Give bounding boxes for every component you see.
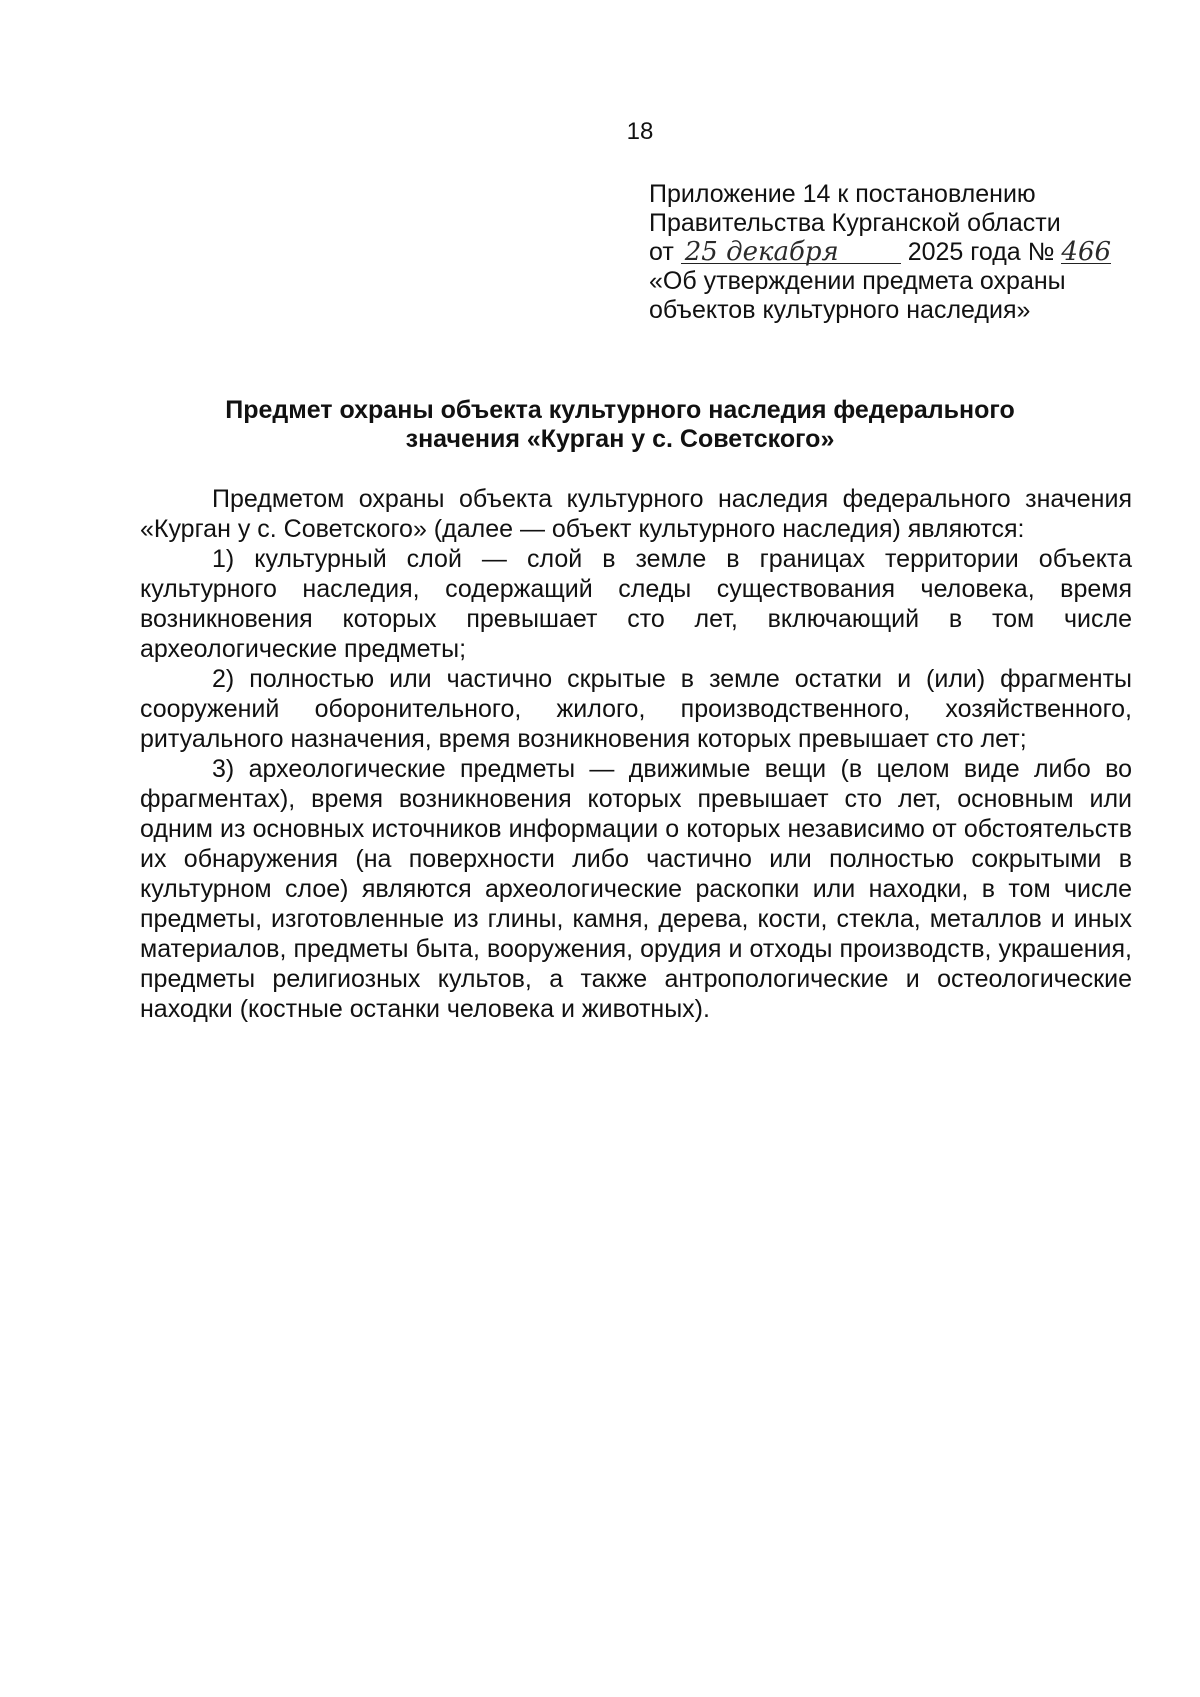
appendix-line-2: Правительства Курганской области bbox=[649, 209, 1061, 237]
body-item-3: 3) археологические предметы — движимые вещи (в целом виде либо во фрагментах), время возникновения которых превышает сто лет, основным или одним из основных источников информации о которых независимо от обстоятельств их обнаружения (на поверхности либо частично или полностью сокрытыми в культурном слое) являются археологические раскопки или находки, в том числе предметы, изготовленные из глины, камня, дерева, кости, стекла, металлов и иных материалов, предметы быта, вооружения, орудия и отходы производств, украшения, предметы религиозных культов, а также антропологические и остеологические находки (костные останки человека и животных). bbox=[140, 755, 1132, 1023]
appendix-date-line bbox=[649, 238, 1119, 267]
handwritten-number: 466 bbox=[1061, 237, 1112, 267]
handwritten-date: 25 декабря bbox=[681, 241, 901, 264]
body-intro: Предметом охраны объекта культурного наследия федерального значения «Курган у с. Советского» (далее — объект культурного наследия) являются: bbox=[140, 485, 1132, 543]
document-title bbox=[140, 396, 1100, 454]
body-item-2: 2) полностью или частично скрытые в земле остатки и (или) фрагменты сооружений оборонительного, жилого, производственного, хозяйственного, ритуального назначения, время возникновения которых превышает сто лет; bbox=[140, 665, 1132, 753]
title-line-2: значения «Курган у с. Советского» bbox=[405, 425, 835, 453]
appendix-prefix-from: от bbox=[649, 238, 674, 266]
document-body bbox=[140, 484, 1132, 1024]
appendix-line-5: объектов культурного наследия» bbox=[649, 296, 1031, 324]
appendix-line-4: «Об утверждении предмета охраны bbox=[649, 267, 1066, 295]
appendix-year-text: 2025 года № bbox=[907, 238, 1055, 266]
title-line-1: Предмет охраны объекта культурного наследия федерального bbox=[225, 396, 1015, 424]
appendix-line-1: Приложение 14 к постановлению bbox=[649, 180, 1036, 208]
page-number: 18 bbox=[626, 118, 654, 145]
body-item-1: 1) культурный слой — слой в земле в границах территории объекта культурного наследия, содержащий следы существования человека, время возникновения которых превышает сто лет, включающий в том числе археологические предметы; bbox=[140, 545, 1132, 663]
appendix-header bbox=[649, 180, 1119, 325]
